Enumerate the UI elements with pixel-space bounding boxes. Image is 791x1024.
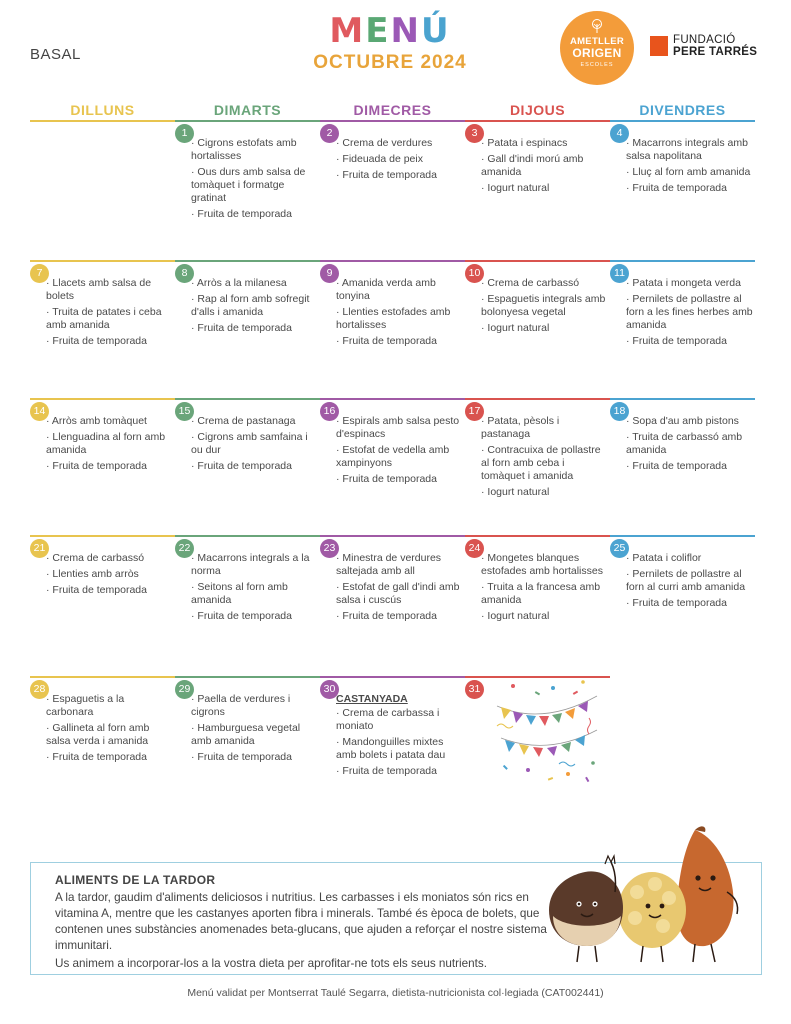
day-cell [465, 398, 610, 528]
cell-top-bar [320, 260, 465, 262]
logo-text-line: AMETLLER [569, 36, 625, 47]
day-number-badge: 1 [175, 124, 194, 143]
day-cell [465, 535, 610, 665]
dish-list [336, 552, 464, 626]
dish-item: · Fruita de temporada [336, 473, 437, 485]
cell-top-bar [610, 398, 755, 400]
dish-item: · Llenties amb arròs [46, 568, 139, 580]
menu-letter: Ú [420, 11, 451, 51]
dish-item: · Llenguadina al forn amb amanida [46, 431, 166, 456]
dish-item: · Fruita de temporada [336, 765, 437, 777]
menu-word [290, 12, 490, 50]
dish-list [191, 415, 319, 476]
cell-top-bar [465, 260, 610, 262]
day-number-badge: 21 [30, 539, 49, 558]
menu-letter: M [329, 11, 366, 51]
dish-item: · Fruita de temporada [336, 335, 437, 347]
dish-item: · Lluç al forn amb amanida [626, 166, 751, 178]
party-illustration [493, 678, 605, 788]
info-paragraph: A la tardor, gaudim d'aliments deliciosos i nutritius. Les carbasses i els moniatos són rics en vitamina A, mentre que les castanyes aporten fibra i minerals. També és època de bolets, que contenen unes substàncies anomenades beta-glucans, que ajuden a reforçar el nostre sistema immunitari. [55, 891, 547, 952]
ametller-origen-logo [560, 11, 634, 85]
dish-list [481, 277, 609, 338]
dish-item: · Crema de pastanaga [191, 415, 296, 427]
dish-item: · Mongetes blanques estofades amb hortalisses [481, 552, 603, 577]
day-header: DILLUNS [70, 102, 135, 118]
dish-list [336, 277, 464, 351]
dish-item: · Estofat de vedella amb xampinyons [336, 444, 450, 469]
day-cell [465, 260, 610, 390]
dish-list [46, 277, 174, 351]
dish-item: · Arròs a la milanesa [191, 277, 287, 289]
day-cell [465, 120, 610, 250]
dish-item: · Espirals amb salsa pesto d'espinacs [336, 415, 460, 440]
day-cell [175, 535, 320, 665]
dish-item: · Truita de patates i ceba amb amanida [46, 306, 162, 331]
day-number-badge: 10 [465, 264, 484, 283]
day-number-badge: 30 [320, 680, 339, 699]
day-cell [175, 260, 320, 390]
cell-top-bar [30, 535, 175, 537]
cell-top-bar [30, 260, 175, 262]
day-cell [610, 260, 755, 390]
dish-list [46, 415, 174, 476]
dish-list [626, 277, 754, 351]
day-number-badge: 17 [465, 402, 484, 421]
page-title [290, 12, 490, 74]
day-number-badge: 9 [320, 264, 339, 283]
cell-top-bar [465, 398, 610, 400]
day-number-badge: 7 [30, 264, 49, 283]
dish-item: · Macarrons integrals amb salsa napolitana [626, 137, 748, 162]
day-number-badge: 4 [610, 124, 629, 143]
dish-item: · Fruita de temporada [46, 335, 147, 347]
dish-item: · Crema de verdures [336, 137, 433, 149]
month-label: OCTUBRE 2024 [313, 52, 467, 73]
day-number-badge: 31 [465, 680, 484, 699]
dish-item: · Gall d'indi morú amb amanida [481, 153, 584, 178]
dish-item: · Fideuada de peix [336, 153, 423, 165]
dish-item: · Patata i espinacs [481, 137, 568, 149]
autumn-characters-illustration [545, 822, 750, 972]
dish-list [336, 693, 464, 781]
day-cell [175, 120, 320, 250]
dish-item: · Cigrons amb samfaina i ou dur [191, 431, 308, 456]
day-header-underline [30, 120, 175, 122]
dish-item: · Iogurt natural [481, 322, 550, 334]
day-cell [30, 676, 175, 806]
dish-item: · Cigrons estofats amb hortalisses [191, 137, 297, 162]
day-header: DIMECRES [353, 102, 432, 118]
dish-item: · Fruita de temporada [191, 751, 292, 763]
dish-item: · Rap al forn amb sofregit d'alls i amanida [191, 293, 310, 318]
menu-variant-label: BASAL [30, 46, 81, 63]
dish-item: · Macarrons integrals a la norma [191, 552, 310, 577]
day-cell [30, 260, 175, 390]
day-number-badge: 14 [30, 402, 49, 421]
info-paragraph: Us animem a incorporar-los a la vostra dieta per aprofitar-ne tots els seus nutrients. [55, 957, 487, 970]
day-number-badge: 25 [610, 539, 629, 558]
day-cell [175, 676, 320, 806]
cell-top-bar [610, 535, 755, 537]
logo-text-line: FUNDACIÓ [673, 34, 736, 46]
dish-item: · Fruita de temporada [46, 460, 147, 472]
dish-list [46, 552, 174, 600]
day-header: DIMARTS [213, 102, 282, 118]
day-number-badge: 16 [320, 402, 339, 421]
dish-list [481, 552, 609, 626]
dish-item: · Fruita de temporada [626, 335, 727, 347]
logo-text-line: ORIGEN [572, 46, 622, 60]
dish-item: · Fruita de temporada [191, 208, 292, 220]
dish-item: · Llenties estofades amb hortalisses [336, 306, 451, 331]
dish-item: · Fruita de temporada [46, 584, 147, 596]
dish-item: · Ous durs amb salsa de tomàquet i formatge gratinat [191, 166, 306, 204]
day-cell [30, 398, 175, 528]
dish-item: · Fruita de temporada [191, 460, 292, 472]
dish-item: · Fruita de temporada [626, 460, 727, 472]
dish-item: · Hamburguesa vegetal amb amanida [191, 722, 301, 747]
dish-item: · Fruita de temporada [336, 169, 437, 181]
dish-item: · Fruita de temporada [191, 610, 292, 622]
dish-list [626, 137, 754, 198]
cell-top-bar [175, 676, 320, 678]
tree-icon [589, 19, 605, 33]
cell-top-bar [320, 398, 465, 400]
day-cell [175, 398, 320, 528]
dish-list [626, 415, 754, 476]
dish-item: · Iogurt natural [481, 610, 550, 622]
cell-top-bar [610, 260, 755, 262]
day-number-badge: 15 [175, 402, 194, 421]
cell-top-bar [175, 535, 320, 537]
dish-list [191, 277, 319, 338]
cell-top-bar [320, 676, 465, 678]
day-cell [320, 120, 465, 250]
dish-item: · Patata, pèsols i pastanaga [481, 415, 560, 440]
dish-item: · Fruita de temporada [626, 182, 727, 194]
menu-letter: N [390, 11, 421, 51]
info-text [55, 890, 555, 974]
day-cell [320, 676, 465, 806]
dish-list [336, 137, 464, 185]
dish-list [46, 693, 174, 767]
dish-item: · Iogurt natural [481, 182, 550, 194]
dish-list [481, 415, 609, 502]
day-number-badge: 2 [320, 124, 339, 143]
dish-item: · Fruita de temporada [191, 322, 292, 334]
cell-top-bar [175, 260, 320, 262]
dish-item: · Truita a la francesa amb amanida [481, 581, 601, 606]
logo-text-line: PERE TARRÉS [673, 46, 758, 58]
dish-item: · Patata i mongeta verda [626, 277, 741, 289]
dish-item: · Amanida verda amb tonyina [336, 277, 436, 302]
special-day-label: CASTANYADA [336, 693, 408, 705]
dish-list [191, 552, 319, 626]
day-number-badge: 24 [465, 539, 484, 558]
day-number-badge: 8 [175, 264, 194, 283]
day-number-badge: 23 [320, 539, 339, 558]
dish-item: · Contracuixa de pollastre al forn amb ceba i tomàquet i amanida [481, 444, 601, 482]
dish-item: · Espaguetis integrals amb bolonyesa vegetal [481, 293, 606, 318]
info-title: ALIMENTS DE LA TARDOR [55, 873, 216, 887]
day-number-badge: 22 [175, 539, 194, 558]
footer-credit: Menú validat per Montserrat Taulé Segarra, dietista-nutricionista col·legiada (CAT002441) [187, 987, 604, 999]
logo-square [650, 36, 668, 56]
dish-item: · Gallineta al forn amb salsa verda i amanida [46, 722, 150, 747]
day-cell [610, 535, 755, 665]
dish-list [481, 137, 609, 198]
dish-item: · Paella de verdures i cigrons [191, 693, 291, 718]
dish-item: · Seitons al forn amb amanida [191, 581, 288, 606]
day-cell [320, 260, 465, 390]
dish-item: · Crema de carbassó [46, 552, 145, 564]
cell-top-bar [320, 535, 465, 537]
day-cell [30, 535, 175, 665]
cell-top-bar [30, 676, 175, 678]
day-header: DIJOUS [509, 102, 566, 118]
day-header: DIVENDRES [639, 102, 726, 118]
day-cell [320, 398, 465, 528]
day-cell [610, 398, 755, 528]
dish-list [191, 137, 319, 224]
day-number-badge: 3 [465, 124, 484, 143]
dish-list [191, 693, 319, 767]
dish-list [626, 552, 754, 613]
day-number-badge: 29 [175, 680, 194, 699]
dish-item: · Fruita de temporada [336, 610, 437, 622]
day-number-badge: 28 [30, 680, 49, 699]
dish-item: · Estofat de gall d'indi amb salsa i cuscús [336, 581, 460, 606]
dish-item: · Llacets amb salsa de bolets [46, 277, 152, 302]
cell-top-bar [30, 398, 175, 400]
dish-item: · Sopa d'au amb pistons [626, 415, 739, 427]
cell-top-bar [175, 398, 320, 400]
dish-item: · Pernilets de pollastre al forn a les fines herbes amb amanida [626, 293, 753, 331]
day-cell [610, 120, 755, 250]
dish-item: · Fruita de temporada [626, 597, 727, 609]
dish-item: · Patata i coliflor [626, 552, 702, 564]
menu-letter: E [365, 11, 391, 51]
dish-item: · Crema de carbassó [481, 277, 580, 289]
day-cell [320, 535, 465, 665]
day-number-badge: 18 [610, 402, 629, 421]
logo-text-line: ESCOLES [580, 62, 614, 68]
dish-item: · Fruita de temporada [46, 751, 147, 763]
dish-list [336, 415, 464, 489]
day-number-badge: 11 [610, 264, 629, 283]
dish-item: · Minestra de verdures saltejada amb all [336, 552, 442, 577]
dish-item: · Truita de carbassó amb amanida [626, 431, 743, 456]
dish-item: · Espaguetis a la carbonara [46, 693, 125, 718]
dish-item: · Mandonguilles mixtes amb bolets i patata dau [336, 736, 446, 761]
dish-item: · Crema de carbassa i moniato [336, 707, 440, 732]
cell-top-bar [465, 535, 610, 537]
dish-item: · Arròs amb tomàquet [46, 415, 147, 427]
dish-item: · Pernilets de pollastre al forn al curri amb amanida [626, 568, 746, 593]
dish-item: · Iogurt natural [481, 486, 550, 498]
